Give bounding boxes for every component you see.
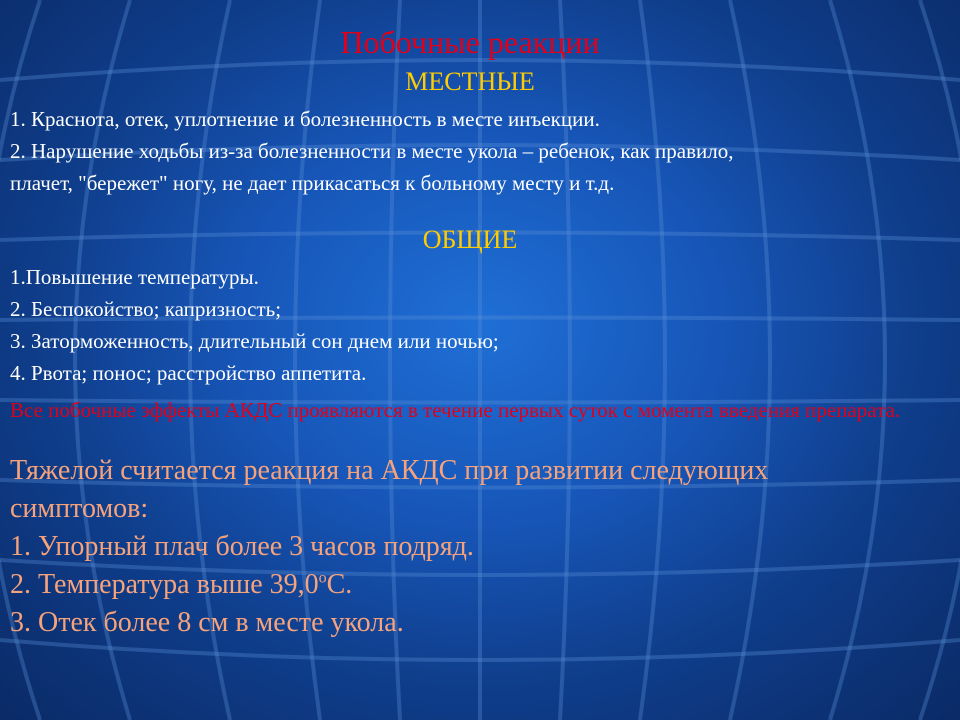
severe-item: 1. Упорный плач более 3 часов подряд. [10, 531, 474, 562]
severe-item: 3. Отек более 8 см в месте укола. [10, 607, 404, 638]
general-reactions-list [10, 261, 950, 389]
severe-intro-line: симптомов: [10, 493, 149, 524]
severe-intro-line: Тяжелой считается реакция на АКДС при развитии следующих [10, 455, 769, 486]
list-item: плачет, "бережет" ногу, не дает прикасаться к больному месту и т.д. [10, 171, 615, 195]
list-item: 4. Рвота; понос; расстройство аппетита. [10, 361, 367, 385]
list-item: 2. Нарушение ходьбы из-за болезненности в месте укола – ребенок, как правило, [10, 139, 734, 163]
local-reactions-list [10, 103, 950, 199]
severe-item [10, 566, 950, 604]
severe-item-text: 2. Температура выше 39,0 [10, 569, 319, 600]
side-effects-note: Все побочные эффекты АКДС проявляются в течение первых суток с момента введения препарата. [10, 398, 901, 422]
general-reactions-heading: ОБЩИЕ [422, 225, 518, 254]
degree-superscript: о [318, 569, 327, 587]
list-item: 1.Повышение температуры. [10, 265, 259, 289]
slide-title: Побочные реакции [340, 24, 600, 60]
severe-item-unit: С. [326, 569, 353, 600]
list-item: 3. Заторможенность, длительный сон днем или ночью; [10, 329, 499, 353]
severe-reaction-block [10, 452, 950, 642]
list-item: 2. Беспокойство; капризность; [10, 297, 282, 321]
local-reactions-heading: МЕСТНЫЕ [405, 67, 535, 96]
list-item: 1. Краснота, отек, уплотнение и болезненность в месте инъекции. [10, 107, 600, 131]
